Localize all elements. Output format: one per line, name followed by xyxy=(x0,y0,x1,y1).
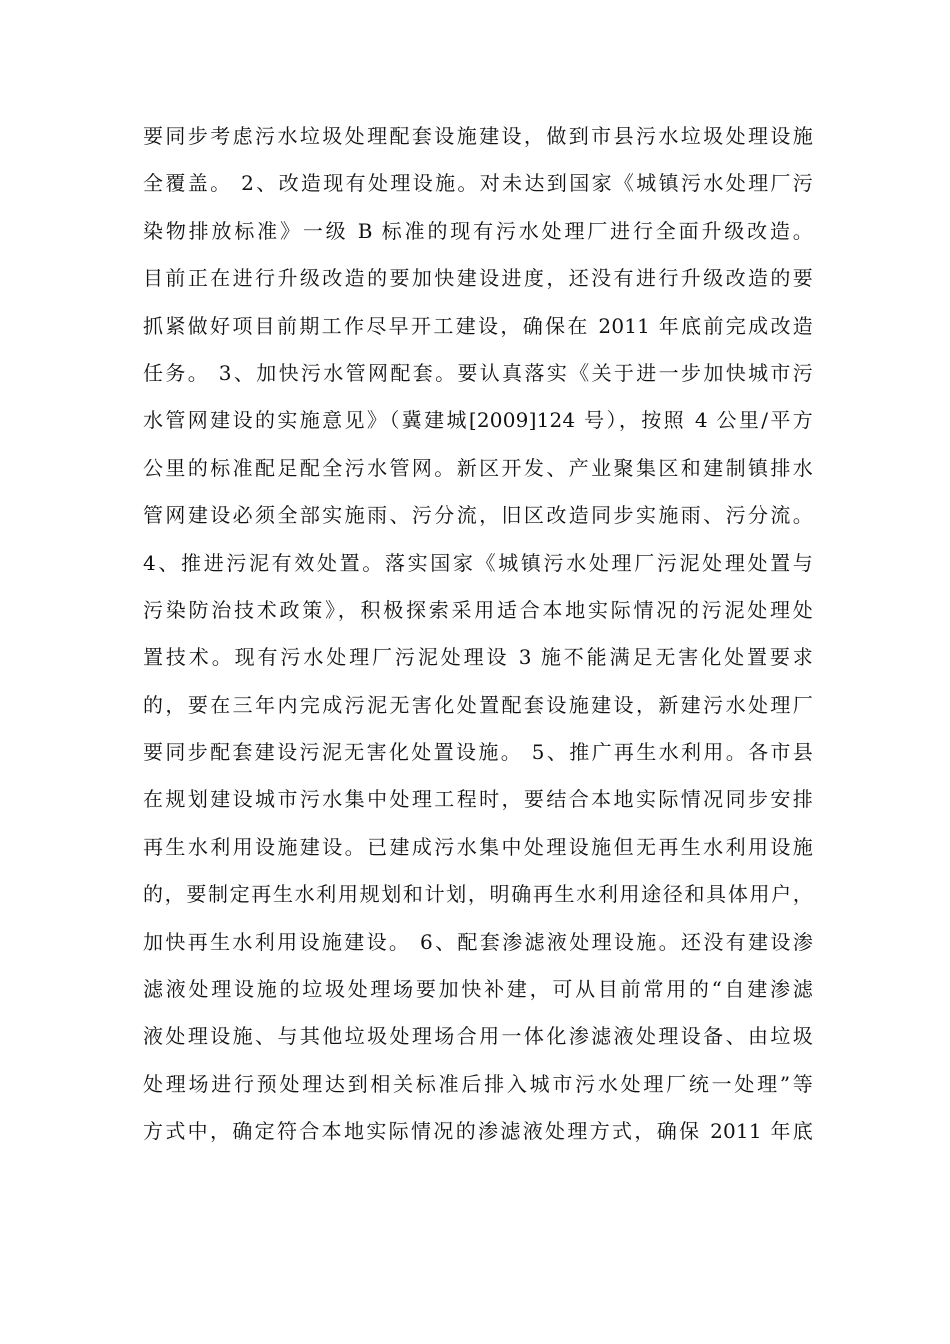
text-line: 水管网建设的实施意见》（冀建城[2009]124 号），按照 4 公里/平方 xyxy=(143,408,813,433)
text-line: 要同步配套建设污泥无害化处置设施。 5、推广再生水利用。各市县 xyxy=(143,740,813,765)
text-line: 公里的标准配足配全污水管网。新区开发、产业聚集区和建制镇排水 xyxy=(143,455,813,480)
text-line: 抓紧做好项目前期工作尽早开工建设，确保在 2011 年底前完成改造 xyxy=(143,313,813,338)
text-line: 液处理设施、与其他垃圾处理场合用一体化渗滤液处理设备、由垃圾 xyxy=(143,1024,813,1049)
body-paragraph xyxy=(143,113,813,1156)
text-line: 染物排放标准》一级 B 标准的现有污水处理厂进行全面升级改造。 xyxy=(143,218,813,243)
text-line: 置技术。现有污水处理厂污泥处理设 3 施不能满足无害化处置要求 xyxy=(143,645,813,670)
text-line: 管网建设必须全部实施雨、污分流，旧区改造同步实施雨、污分流。 xyxy=(143,503,813,528)
text-line: 4、推进污泥有效处置。落实国家《城镇污水处理厂污泥处理处置与 xyxy=(143,550,813,575)
text-line: 方式中，确定符合本地实际情况的渗滤液处理方式，确保 2011 年底 xyxy=(143,1119,813,1144)
text-line: 滤液处理设施的垃圾处理场要加快补建，可从目前常用的“自建渗滤 xyxy=(143,977,813,1002)
text-line: 加快再生水利用设施建设。 6、配套渗滤液处理设施。还没有建设渗 xyxy=(143,929,813,954)
text-line: 在规划建设城市污水集中处理工程时，要结合本地实际情况同步安排 xyxy=(143,787,813,812)
text-line: 的，要制定再生水利用规划和计划，明确再生水利用途径和具体用户， xyxy=(143,882,813,907)
text-line: 全覆盖。 2、改造现有处理设施。对未达到国家《城镇污水处理厂污 xyxy=(143,171,813,196)
text-line: 污染防治技术政策》，积极探索采用适合本地实际情况的污泥处理处 xyxy=(143,597,813,622)
text-line: 任务。 3、加快污水管网配套。要认真落实《关于进一步加快城市污 xyxy=(143,360,813,385)
text-line: 目前正在进行升级改造的要加快建设进度，还没有进行升级改造的要 xyxy=(143,266,813,291)
text-line: 处理场进行预处理达到相关标准后排入城市污水处理厂统一处理”等 xyxy=(143,1071,813,1096)
text-line: 的，要在三年内完成污泥无害化处置配套设施建设，新建污水处理厂 xyxy=(143,692,813,717)
text-line: 要同步考虑污水垃圾处理配套设施建设，做到市县污水垃圾处理设施 xyxy=(143,124,813,148)
text-line: 再生水利用设施建设。已建成污水集中处理设施但无再生水利用设施 xyxy=(143,834,813,859)
